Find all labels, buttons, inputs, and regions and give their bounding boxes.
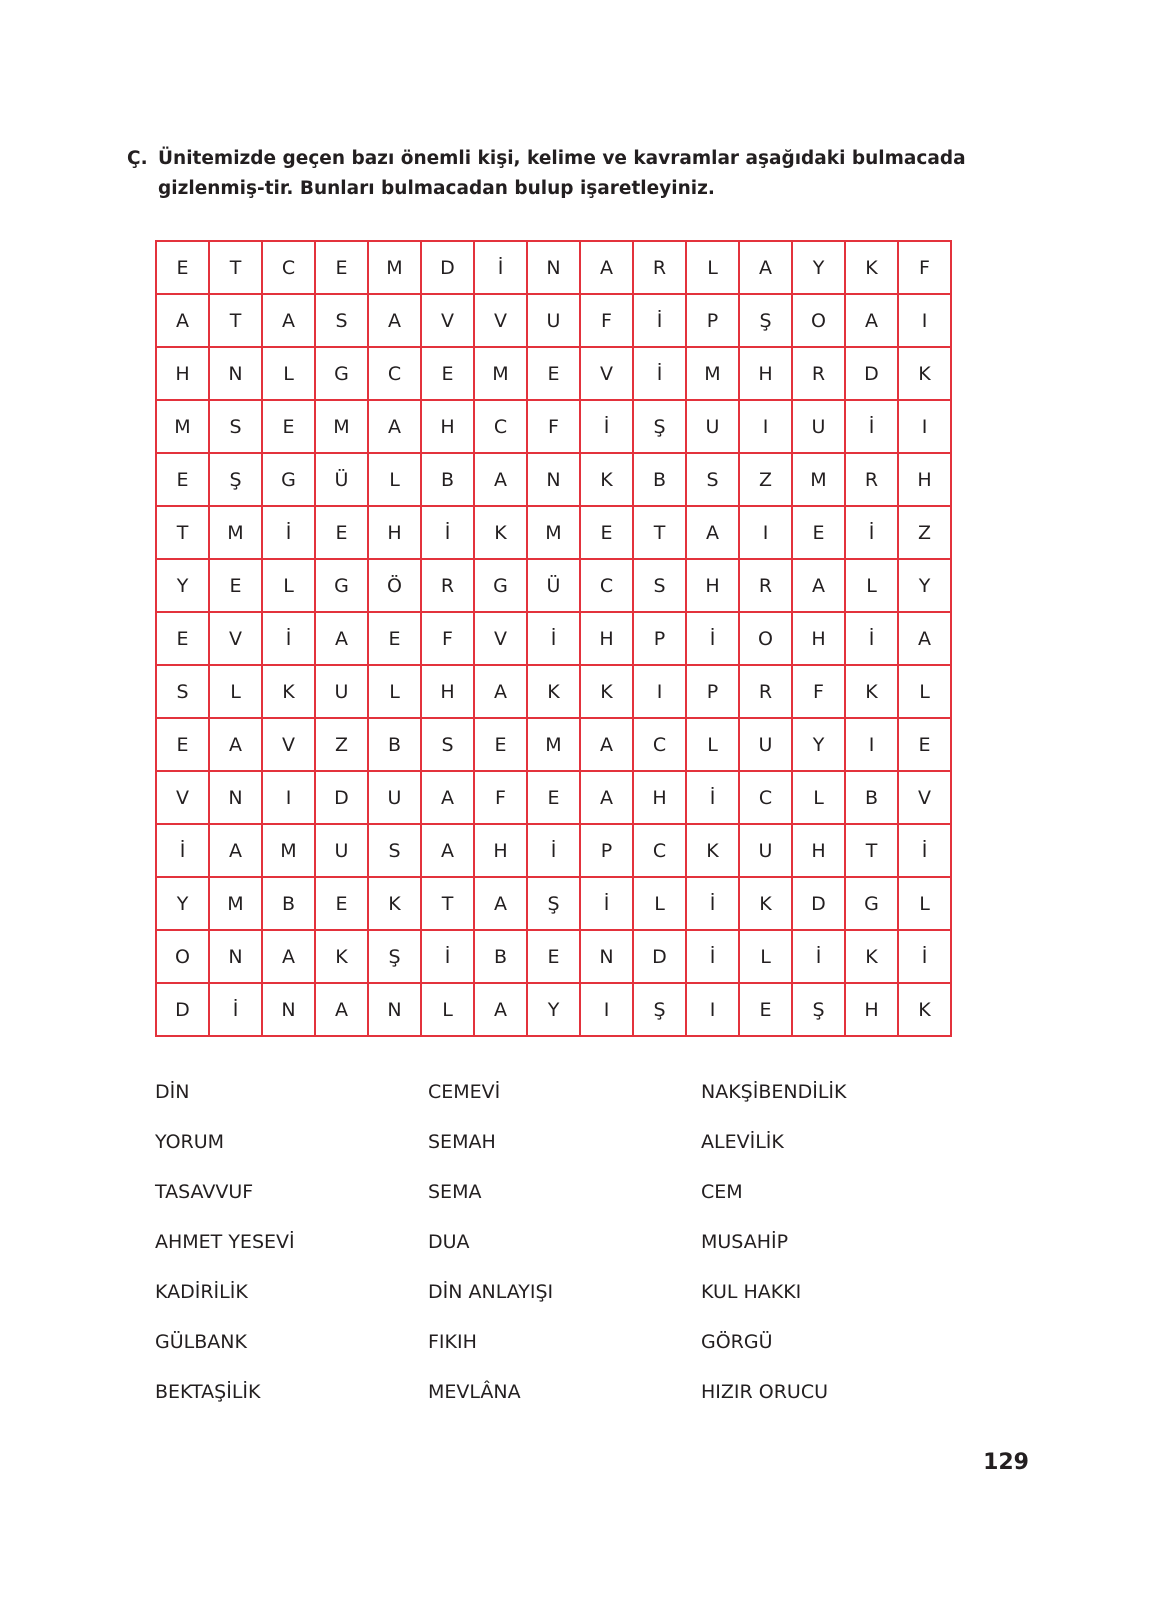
word-list-item: CEMEVİ [428, 1081, 501, 1103]
grid-cell[interactable]: T [157, 507, 210, 560]
grid-cell[interactable]: L [369, 454, 422, 507]
grid-cell[interactable]: M [316, 401, 369, 454]
grid-cell[interactable]: L [369, 666, 422, 719]
grid-cell[interactable]: A [740, 242, 793, 295]
grid-cell[interactable]: K [899, 984, 952, 1037]
grid-cell[interactable]: Ö [369, 560, 422, 613]
grid-cell[interactable]: U [369, 772, 422, 825]
grid-cell[interactable]: A [899, 613, 952, 666]
grid-cell[interactable]: L [846, 560, 899, 613]
grid-cell[interactable]: I [263, 772, 316, 825]
grid-cell[interactable]: U [316, 666, 369, 719]
grid-cell[interactable]: L [634, 878, 687, 931]
grid-cell[interactable]: V [581, 348, 634, 401]
grid-cell[interactable]: M [263, 825, 316, 878]
grid-cell[interactable]: K [581, 454, 634, 507]
grid-cell[interactable]: İ [581, 878, 634, 931]
grid-cell[interactable]: S [157, 666, 210, 719]
grid-cell[interactable]: U [740, 719, 793, 772]
grid-cell[interactable]: H [422, 666, 475, 719]
word-list-item: NAKŞİBENDİLİK [701, 1081, 847, 1103]
grid-cell[interactable]: E [740, 984, 793, 1037]
grid-cell[interactable]: D [316, 772, 369, 825]
grid-cell[interactable]: A [316, 613, 369, 666]
grid-cell[interactable]: E [157, 454, 210, 507]
grid-cell[interactable]: D [157, 984, 210, 1037]
grid-cell[interactable]: H [422, 401, 475, 454]
grid-cell[interactable]: U [740, 825, 793, 878]
grid-cell[interactable]: I [687, 984, 740, 1037]
grid-cell[interactable]: E [528, 772, 581, 825]
grid-cell[interactable]: Ş [634, 984, 687, 1037]
word-list-item: KADİRİLİK [155, 1281, 248, 1303]
grid-cell[interactable]: Y [157, 560, 210, 613]
grid-cell[interactable]: Ş [740, 295, 793, 348]
grid-cell[interactable]: E [528, 931, 581, 984]
grid-cell[interactable]: T [422, 878, 475, 931]
grid-cell[interactable]: S [316, 295, 369, 348]
grid-cell[interactable]: P [634, 613, 687, 666]
grid-cell[interactable]: A [422, 825, 475, 878]
word-list-item: DUA [428, 1231, 470, 1253]
grid-cell[interactable]: C [634, 825, 687, 878]
grid-cell[interactable]: A [475, 984, 528, 1037]
grid-cell[interactable]: M [210, 507, 263, 560]
grid-cell[interactable]: U [687, 401, 740, 454]
grid-cell[interactable]: I [899, 295, 952, 348]
grid-cell[interactable]: K [687, 825, 740, 878]
grid-cell[interactable]: E [157, 242, 210, 295]
grid-cell[interactable]: R [740, 666, 793, 719]
grid-cell[interactable]: A [263, 295, 316, 348]
grid-cell[interactable]: E [316, 878, 369, 931]
grid-cell[interactable]: K [316, 931, 369, 984]
grid-cell[interactable]: E [157, 719, 210, 772]
grid-cell[interactable]: D [793, 878, 846, 931]
grid-cell[interactable]: F [581, 295, 634, 348]
grid-cell[interactable]: İ [475, 242, 528, 295]
grid-cell[interactable]: İ [263, 613, 316, 666]
grid-cell[interactable]: E [899, 719, 952, 772]
grid-cell[interactable]: İ [157, 825, 210, 878]
grid-cell[interactable]: İ [793, 931, 846, 984]
grid-cell[interactable]: İ [634, 295, 687, 348]
grid-cell[interactable]: K [846, 931, 899, 984]
grid-cell[interactable]: İ [846, 613, 899, 666]
grid-cell[interactable]: M [793, 454, 846, 507]
grid-cell[interactable]: Ş [369, 931, 422, 984]
word-list-item: GÜLBANK [155, 1331, 247, 1353]
grid-cell[interactable]: K [846, 666, 899, 719]
grid-cell[interactable]: L [263, 348, 316, 401]
word-list-item: DİN ANLAYIŞI [428, 1281, 554, 1303]
grid-cell[interactable]: D [422, 242, 475, 295]
grid-cell[interactable]: Ş [793, 984, 846, 1037]
word-list-item: BEKTAŞİLİK [155, 1381, 261, 1403]
grid-cell[interactable]: K [581, 666, 634, 719]
grid-cell[interactable]: F [793, 666, 846, 719]
word-list-item: CEM [701, 1181, 743, 1203]
grid-cell[interactable]: A [263, 931, 316, 984]
grid-cell[interactable]: İ [846, 507, 899, 560]
grid-cell[interactable]: N [581, 931, 634, 984]
grid-cell[interactable]: G [316, 348, 369, 401]
grid-cell[interactable]: R [793, 348, 846, 401]
grid-cell[interactable]: K [528, 666, 581, 719]
grid-cell[interactable]: İ [634, 348, 687, 401]
grid-cell[interactable]: H [157, 348, 210, 401]
grid-cell[interactable]: V [210, 613, 263, 666]
grid-cell[interactable]: N [210, 772, 263, 825]
grid-cell[interactable]: A [369, 401, 422, 454]
grid-cell[interactable]: I [899, 401, 952, 454]
grid-cell[interactable]: V [899, 772, 952, 825]
grid-cell[interactable]: N [263, 984, 316, 1037]
grid-cell[interactable]: V [475, 295, 528, 348]
grid-cell[interactable]: İ [263, 507, 316, 560]
grid-cell[interactable]: C [740, 772, 793, 825]
grid-cell[interactable]: M [528, 507, 581, 560]
grid-cell[interactable]: I [634, 666, 687, 719]
grid-cell[interactable]: I [581, 984, 634, 1037]
grid-cell[interactable]: K [899, 348, 952, 401]
grid-cell[interactable]: O [157, 931, 210, 984]
grid-cell[interactable]: O [740, 613, 793, 666]
grid-cell[interactable]: H [475, 825, 528, 878]
grid-cell[interactable]: H [581, 613, 634, 666]
grid-cell[interactable]: H [846, 984, 899, 1037]
grid-cell[interactable]: S [687, 454, 740, 507]
grid-cell[interactable]: E [422, 348, 475, 401]
grid-cell[interactable]: C [369, 348, 422, 401]
grid-cell[interactable]: B [846, 772, 899, 825]
grid-cell[interactable]: T [210, 295, 263, 348]
grid-cell[interactable]: P [687, 295, 740, 348]
grid-cell[interactable]: S [210, 401, 263, 454]
grid-cell[interactable]: S [369, 825, 422, 878]
grid-cell[interactable]: F [899, 242, 952, 295]
grid-cell[interactable]: H [899, 454, 952, 507]
word-list-item: MUSAHİP [701, 1231, 789, 1253]
grid-cell[interactable]: E [316, 507, 369, 560]
grid-cell[interactable]: R [846, 454, 899, 507]
grid-cell[interactable]: Y [793, 242, 846, 295]
grid-cell[interactable]: C [634, 719, 687, 772]
instruction-text: Ünitemizde geçen bazı önemli kişi, kelime ve kavramlar aşağıdaki bulmacada gizlenmiş-tir. Bunları bulmacadan bulup işaretleyiniz. [158, 148, 966, 199]
grid-cell[interactable]: U [793, 401, 846, 454]
grid-cell[interactable]: E [369, 613, 422, 666]
grid-cell[interactable]: İ [422, 931, 475, 984]
grid-cell[interactable]: R [422, 560, 475, 613]
grid-cell[interactable]: Y [528, 984, 581, 1037]
grid-cell[interactable]: İ [687, 613, 740, 666]
word-list [155, 1078, 955, 1428]
grid-cell[interactable]: Ş [634, 401, 687, 454]
grid-cell[interactable]: L [210, 666, 263, 719]
grid-cell[interactable]: G [316, 560, 369, 613]
grid-cell[interactable]: H [740, 348, 793, 401]
grid-cell[interactable]: Ü [528, 560, 581, 613]
grid-cell[interactable]: P [581, 825, 634, 878]
grid-cell[interactable]: V [475, 613, 528, 666]
grid-cell[interactable]: Y [793, 719, 846, 772]
grid-cell[interactable]: İ [528, 613, 581, 666]
grid-cell[interactable]: A [687, 507, 740, 560]
grid-cell[interactable]: N [210, 931, 263, 984]
grid-cell[interactable]: İ [899, 931, 952, 984]
grid-cell[interactable]: Y [157, 878, 210, 931]
grid-cell[interactable]: N [528, 242, 581, 295]
grid-cell[interactable]: U [528, 295, 581, 348]
word-list-item: FIKIH [428, 1331, 477, 1353]
word-list-item: ALEVİLİK [701, 1131, 784, 1153]
grid-cell[interactable]: S [422, 719, 475, 772]
grid-cell[interactable]: A [210, 825, 263, 878]
word-list-item: HIZIR ORUCU [701, 1381, 828, 1403]
grid-cell[interactable]: K [846, 242, 899, 295]
grid-cell[interactable]: E [793, 507, 846, 560]
word-list-item: AHMET YESEVİ [155, 1231, 295, 1253]
grid-cell[interactable]: A [793, 560, 846, 613]
grid-cell[interactable]: L [263, 560, 316, 613]
grid-cell[interactable]: M [369, 242, 422, 295]
grid-cell[interactable]: A [316, 984, 369, 1037]
grid-cell[interactable]: V [263, 719, 316, 772]
grid-cell[interactable]: Z [899, 507, 952, 560]
grid-cell[interactable]: G [846, 878, 899, 931]
grid-cell[interactable]: A [581, 719, 634, 772]
word-list-item: SEMA [428, 1181, 482, 1203]
grid-cell[interactable]: Ü [316, 454, 369, 507]
grid-cell[interactable]: I [846, 719, 899, 772]
grid-cell[interactable]: İ [846, 401, 899, 454]
grid-cell[interactable]: E [475, 719, 528, 772]
grid-cell[interactable]: V [422, 295, 475, 348]
grid-cell[interactable]: D [846, 348, 899, 401]
grid-cell[interactable]: İ [528, 825, 581, 878]
grid-cell[interactable]: H [687, 560, 740, 613]
grid-cell[interactable]: K [740, 878, 793, 931]
grid-cell[interactable]: E [157, 613, 210, 666]
grid-cell[interactable]: A [581, 242, 634, 295]
grid-cell[interactable]: İ [899, 825, 952, 878]
word-list-item: YORUM [155, 1131, 225, 1153]
instruction [127, 144, 987, 204]
grid-cell[interactable]: L [899, 666, 952, 719]
grid-cell[interactable]: A [475, 454, 528, 507]
grid-cell[interactable]: R [634, 242, 687, 295]
grid-cell[interactable]: L [422, 984, 475, 1037]
grid-cell[interactable]: E [528, 348, 581, 401]
grid-cell[interactable]: N [210, 348, 263, 401]
grid-cell[interactable]: Z [316, 719, 369, 772]
grid-cell[interactable]: A [846, 295, 899, 348]
word-list-item: SEMAH [428, 1131, 496, 1153]
grid-cell[interactable]: A [210, 719, 263, 772]
grid-cell[interactable]: L [687, 242, 740, 295]
grid-cell[interactable]: L [899, 878, 952, 931]
grid-cell[interactable]: B [634, 454, 687, 507]
grid-cell[interactable]: İ [422, 507, 475, 560]
word-search-grid [155, 240, 952, 1037]
grid-cell[interactable]: T [846, 825, 899, 878]
grid-cell[interactable]: I [740, 401, 793, 454]
grid-cell[interactable]: P [687, 666, 740, 719]
page-number: 129 [983, 1450, 1029, 1475]
grid-cell[interactable]: C [475, 401, 528, 454]
grid-cell[interactable]: K [263, 666, 316, 719]
grid-cell[interactable]: İ [210, 984, 263, 1037]
grid-cell[interactable]: C [581, 560, 634, 613]
grid-cell[interactable]: H [793, 613, 846, 666]
grid-cell[interactable]: R [740, 560, 793, 613]
grid-cell[interactable]: N [369, 984, 422, 1037]
grid-cell[interactable]: A [581, 772, 634, 825]
grid-cell[interactable]: İ [687, 931, 740, 984]
grid-cell[interactable]: E [581, 507, 634, 560]
word-list-item: DİN [155, 1081, 190, 1103]
grid-cell[interactable]: E [210, 560, 263, 613]
grid-cell[interactable]: K [475, 507, 528, 560]
grid-cell[interactable]: D [634, 931, 687, 984]
grid-cell[interactable]: H [369, 507, 422, 560]
grid-cell[interactable]: M [157, 401, 210, 454]
grid-cell[interactable]: G [475, 560, 528, 613]
grid-cell[interactable]: B [263, 878, 316, 931]
grid-cell[interactable]: T [210, 242, 263, 295]
grid-cell[interactable]: M [528, 719, 581, 772]
grid-cell[interactable]: B [369, 719, 422, 772]
grid-cell[interactable]: F [528, 401, 581, 454]
word-list-item: KUL HAKKI [701, 1281, 802, 1303]
grid-cell[interactable]: M [687, 348, 740, 401]
grid-cell[interactable]: V [157, 772, 210, 825]
grid-cell[interactable]: L [793, 772, 846, 825]
grid-cell[interactable]: F [422, 613, 475, 666]
grid-cell[interactable]: Ş [528, 878, 581, 931]
grid-cell[interactable]: A [475, 878, 528, 931]
grid-cell[interactable]: K [369, 878, 422, 931]
word-list-item: TASAVVUF [155, 1181, 254, 1203]
grid-cell[interactable]: O [793, 295, 846, 348]
grid-cell[interactable]: H [634, 772, 687, 825]
grid-cell[interactable]: E [263, 401, 316, 454]
grid-cell[interactable]: A [422, 772, 475, 825]
grid-cell[interactable]: E [316, 242, 369, 295]
grid-cell[interactable]: T [634, 507, 687, 560]
grid-cell[interactable]: M [475, 348, 528, 401]
grid-cell[interactable]: İ [687, 878, 740, 931]
grid-cell[interactable]: Z [740, 454, 793, 507]
word-list-item: MEVLÂNA [428, 1381, 521, 1403]
grid-cell[interactable]: G [263, 454, 316, 507]
grid-cell[interactable]: B [475, 931, 528, 984]
word-list-item: GÖRGÜ [701, 1331, 773, 1353]
grid-cell[interactable]: İ [581, 401, 634, 454]
grid-cell[interactable]: A [369, 295, 422, 348]
grid-cell[interactable]: L [687, 719, 740, 772]
grid-cell[interactable]: Ş [210, 454, 263, 507]
grid-cell[interactable]: H [793, 825, 846, 878]
grid-cell[interactable]: A [475, 666, 528, 719]
grid-cell[interactable]: N [528, 454, 581, 507]
grid-cell[interactable]: Y [899, 560, 952, 613]
grid-cell[interactable]: M [210, 878, 263, 931]
grid-cell[interactable]: B [422, 454, 475, 507]
grid-cell[interactable]: İ [687, 772, 740, 825]
grid-cell[interactable]: I [740, 507, 793, 560]
grid-cell[interactable]: S [634, 560, 687, 613]
grid-cell[interactable]: L [740, 931, 793, 984]
question-label: Ç. [127, 148, 148, 169]
grid-cell[interactable]: U [316, 825, 369, 878]
grid-cell[interactable]: F [475, 772, 528, 825]
grid-cell[interactable]: A [157, 295, 210, 348]
grid-cell[interactable]: C [263, 242, 316, 295]
